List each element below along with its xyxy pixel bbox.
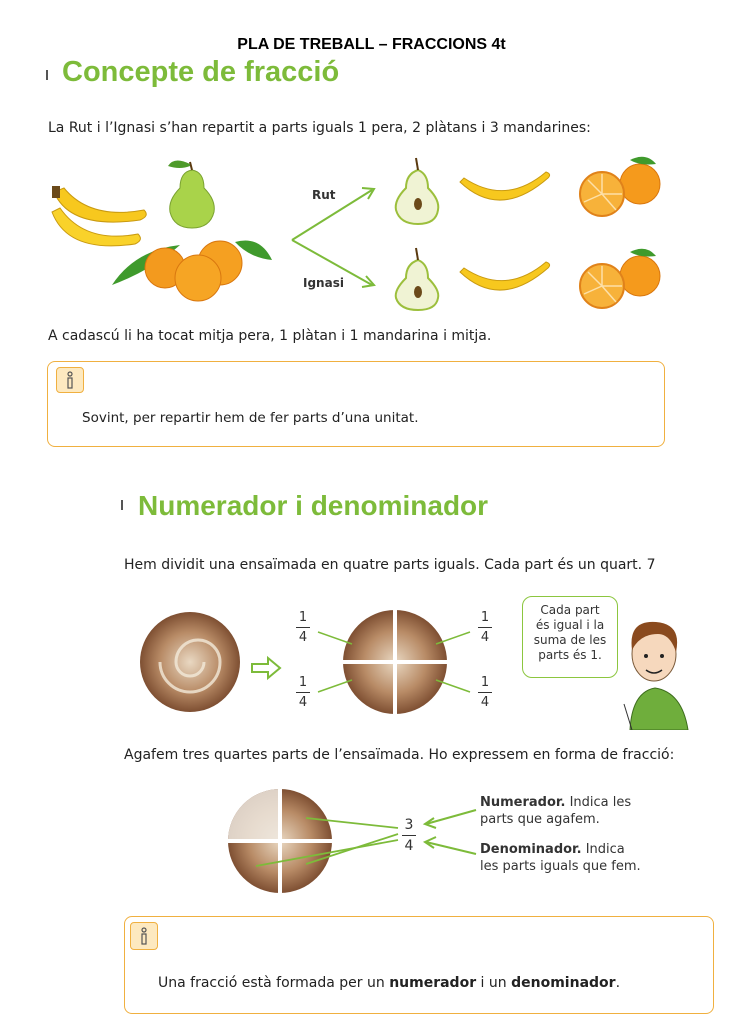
info-box [124,916,714,1014]
fraction-one-quarter: 1 4 [478,611,492,644]
info-icon [56,367,84,393]
document-title: PLA DE TREBALL – FRACCIONS 4t [237,36,506,53]
half-pear-icon [396,158,439,224]
ensaimada-whole-icon [140,612,240,712]
fraction-one-quarter: 1 4 [296,611,310,644]
info-box [47,361,665,447]
ensaimada-quartered-icon [343,610,447,714]
mandarin-icon [580,157,660,216]
label-rut: Rut [312,188,336,202]
banana-bunch-icon [52,186,146,246]
label-ignasi: Ignasi [303,276,344,290]
mandarins-icon [112,240,272,301]
result-text: A cadascú li ha tocat mitja pera, 1 plàtan i 1 mandarina i mitja. [48,328,492,344]
ensaimada-three-quarters-icon [228,789,332,893]
fraction-one-quarter: 1 4 [478,676,492,709]
banana-icon [460,262,550,290]
info-text: Sovint, per repartir hem de fer parts d’una unitat. [82,410,419,426]
pear-icon [168,160,214,228]
mandarin-icon [580,249,660,308]
section-title-numerator: Numerador i denominador [138,490,489,521]
fraction-one-quarter: 1 4 [296,676,310,709]
ensaimada-intro: Hem dividit una ensaïmada en quatre parts iguals. Cada part és un quart. 7 [124,557,656,573]
intro-text: La Rut i l’Ignasi s’han repartit a parts iguals 1 pera, 2 plàtans i 3 mandarines: [48,120,591,136]
fraction-three-quarters: 3 4 [402,818,416,853]
numerator-note: Numerador. Indica les parts que agafem. [480,795,632,827]
fruit-sharing-illustration [40,150,680,315]
heading-marker [121,500,123,510]
section-title-concept: Concepte de fracció [62,56,340,88]
speech-bubble: Cada part és igual i la suma de les parts és 1. [522,596,618,678]
fraction-definition: Una fracció està formada per un numerador i un denominador. [158,975,621,991]
heading-marker [46,70,48,80]
denominator-note: Denominador. Indica les parts iguals que fem. [480,842,641,874]
split-arrows [292,188,374,287]
arrow-right-icon [252,658,280,678]
half-pear-icon [396,248,439,310]
banana-icon [460,172,550,200]
callout-arrows [420,804,480,864]
boy-character-icon [610,612,695,730]
info-icon [130,922,158,950]
ensaimada-illustration [140,600,500,720]
take-three-quarters-text: Agafem tres quartes parts de l’ensaïmada. Ho expressem en forma de fracció: [124,747,675,763]
